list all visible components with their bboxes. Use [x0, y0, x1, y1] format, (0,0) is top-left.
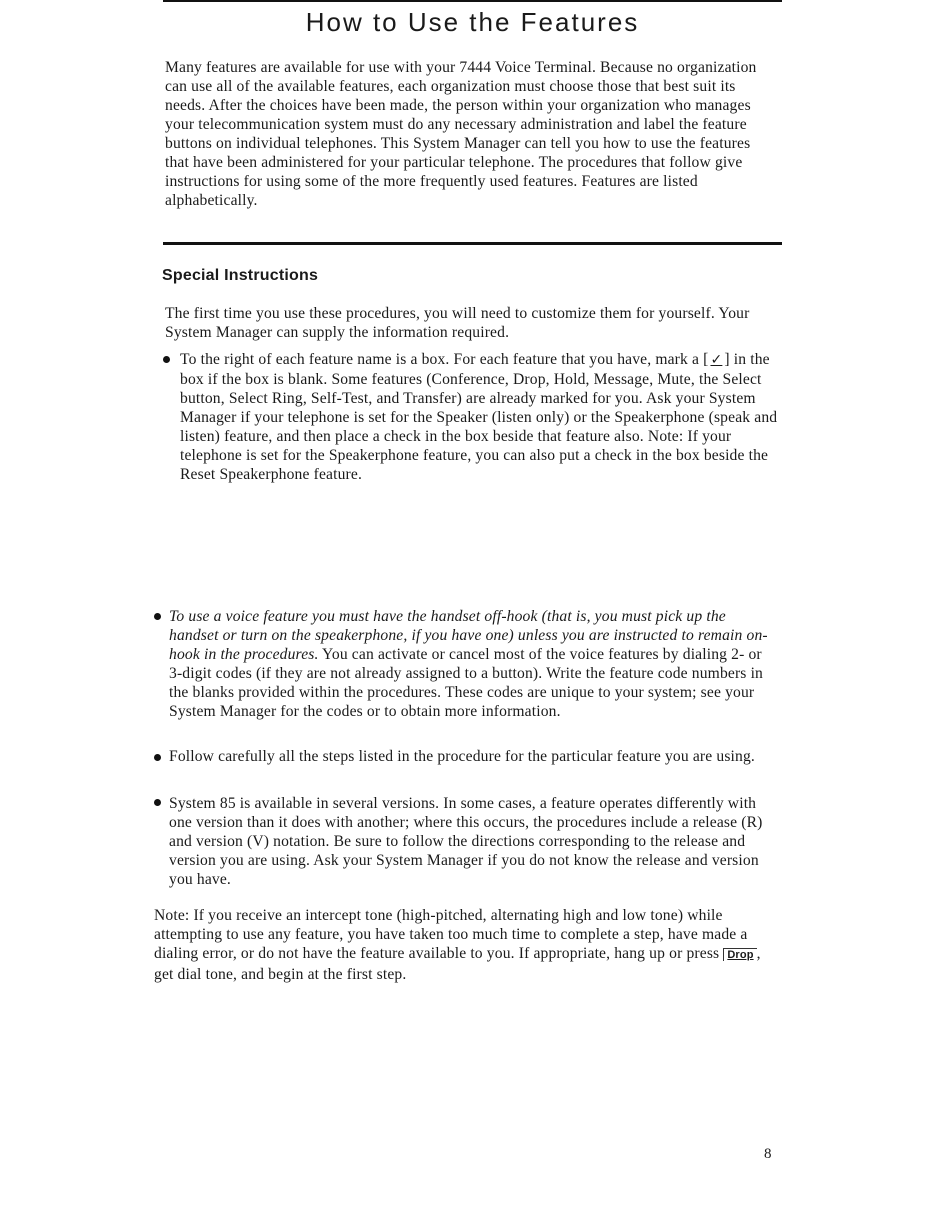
note-paragraph: Note: If you receive an intercept tone (high-pitched, alternating high and low tone) while attempting to use any feature, you have taken too much time to complete a step, have made a dialing error, or do not have the feature available to you. If appropriate, hang up or press Drop , get dial tone, and begin at the first step.	[154, 907, 761, 983]
bullet-text: System 85 is available in several versions. In some cases, a feature operates differently with one version than it does with another; where this occurs, the procedures include a release (R) and version (V) notation. Be sure to follow the directions corresponding to the release and version you are using. Ask your System Manager if you do not know the release and version you have.	[169, 795, 763, 888]
section-heading: Special Instructions	[162, 267, 319, 284]
intro-paragraph: Many features are available for use with your 7444 Voice Terminal. Because no organization can use all of the available features, each organization must choose those that best suit its needs. After the choices have been made, the person within your organization who manages your telecommunication system must do any necessary administration and label the feature buttons on individual telephones. This System Manager can tell you how to use the features that have been administered for your particular telephone. The procedures that follow give instructions for using some of the more frequently used features. Features are listed alphabetically.	[165, 59, 757, 209]
checkmark-icon: ✓	[710, 352, 723, 368]
bullet-icon	[154, 613, 161, 620]
bullet-text: To the right of each feature name is a box. For each feature that you have, mark a [ ✓ ] in the box if the box is blank. Some features (Conference, Drop, Hold, Message, Mute, the Select button, Select Ring, Self-Test, and Transfer) are already marked for you. Ask your System Manager if your telephone is set for the Speaker (listen only) or the Speakerphone (speak and listen) feature, and then place a check in the box beside that feature also. Note: If your telephone is set for the Speakerphone feature, you can also put a check in the box beside the Reset Speakerphone feature.	[180, 351, 778, 483]
drop-key-label: Drop	[723, 948, 756, 961]
section-divider	[163, 242, 782, 245]
section-intro: The first time you use these procedures, you will need to customize them for yourself. Your System Manager can supply the information required.	[165, 305, 750, 341]
bullet-icon	[163, 356, 170, 363]
page-title: How to Use the Features	[305, 7, 640, 37]
top-rule	[163, 0, 782, 2]
bullet-text: Follow carefully all the steps listed in the procedure for the particular feature you are using.	[169, 748, 755, 765]
bullet-icon	[154, 754, 161, 761]
bullet-text: To use a voice feature you must have the handset off-hook (that is, you must pick up the handset or turn on the speakerphone, if you have one) unless you are instructed to remain on-hook in the procedures. You can activate or cancel most of the voice features by dialing 2- or 3-digit codes (if they are not already assigned to a button). Write the feature code numbers in the blanks provided within the procedures. These codes are unique to your system; see your System Manager for the codes or to obtain more information.	[169, 608, 768, 720]
page-number: 8	[764, 1146, 772, 1162]
bullet-icon	[154, 799, 161, 806]
